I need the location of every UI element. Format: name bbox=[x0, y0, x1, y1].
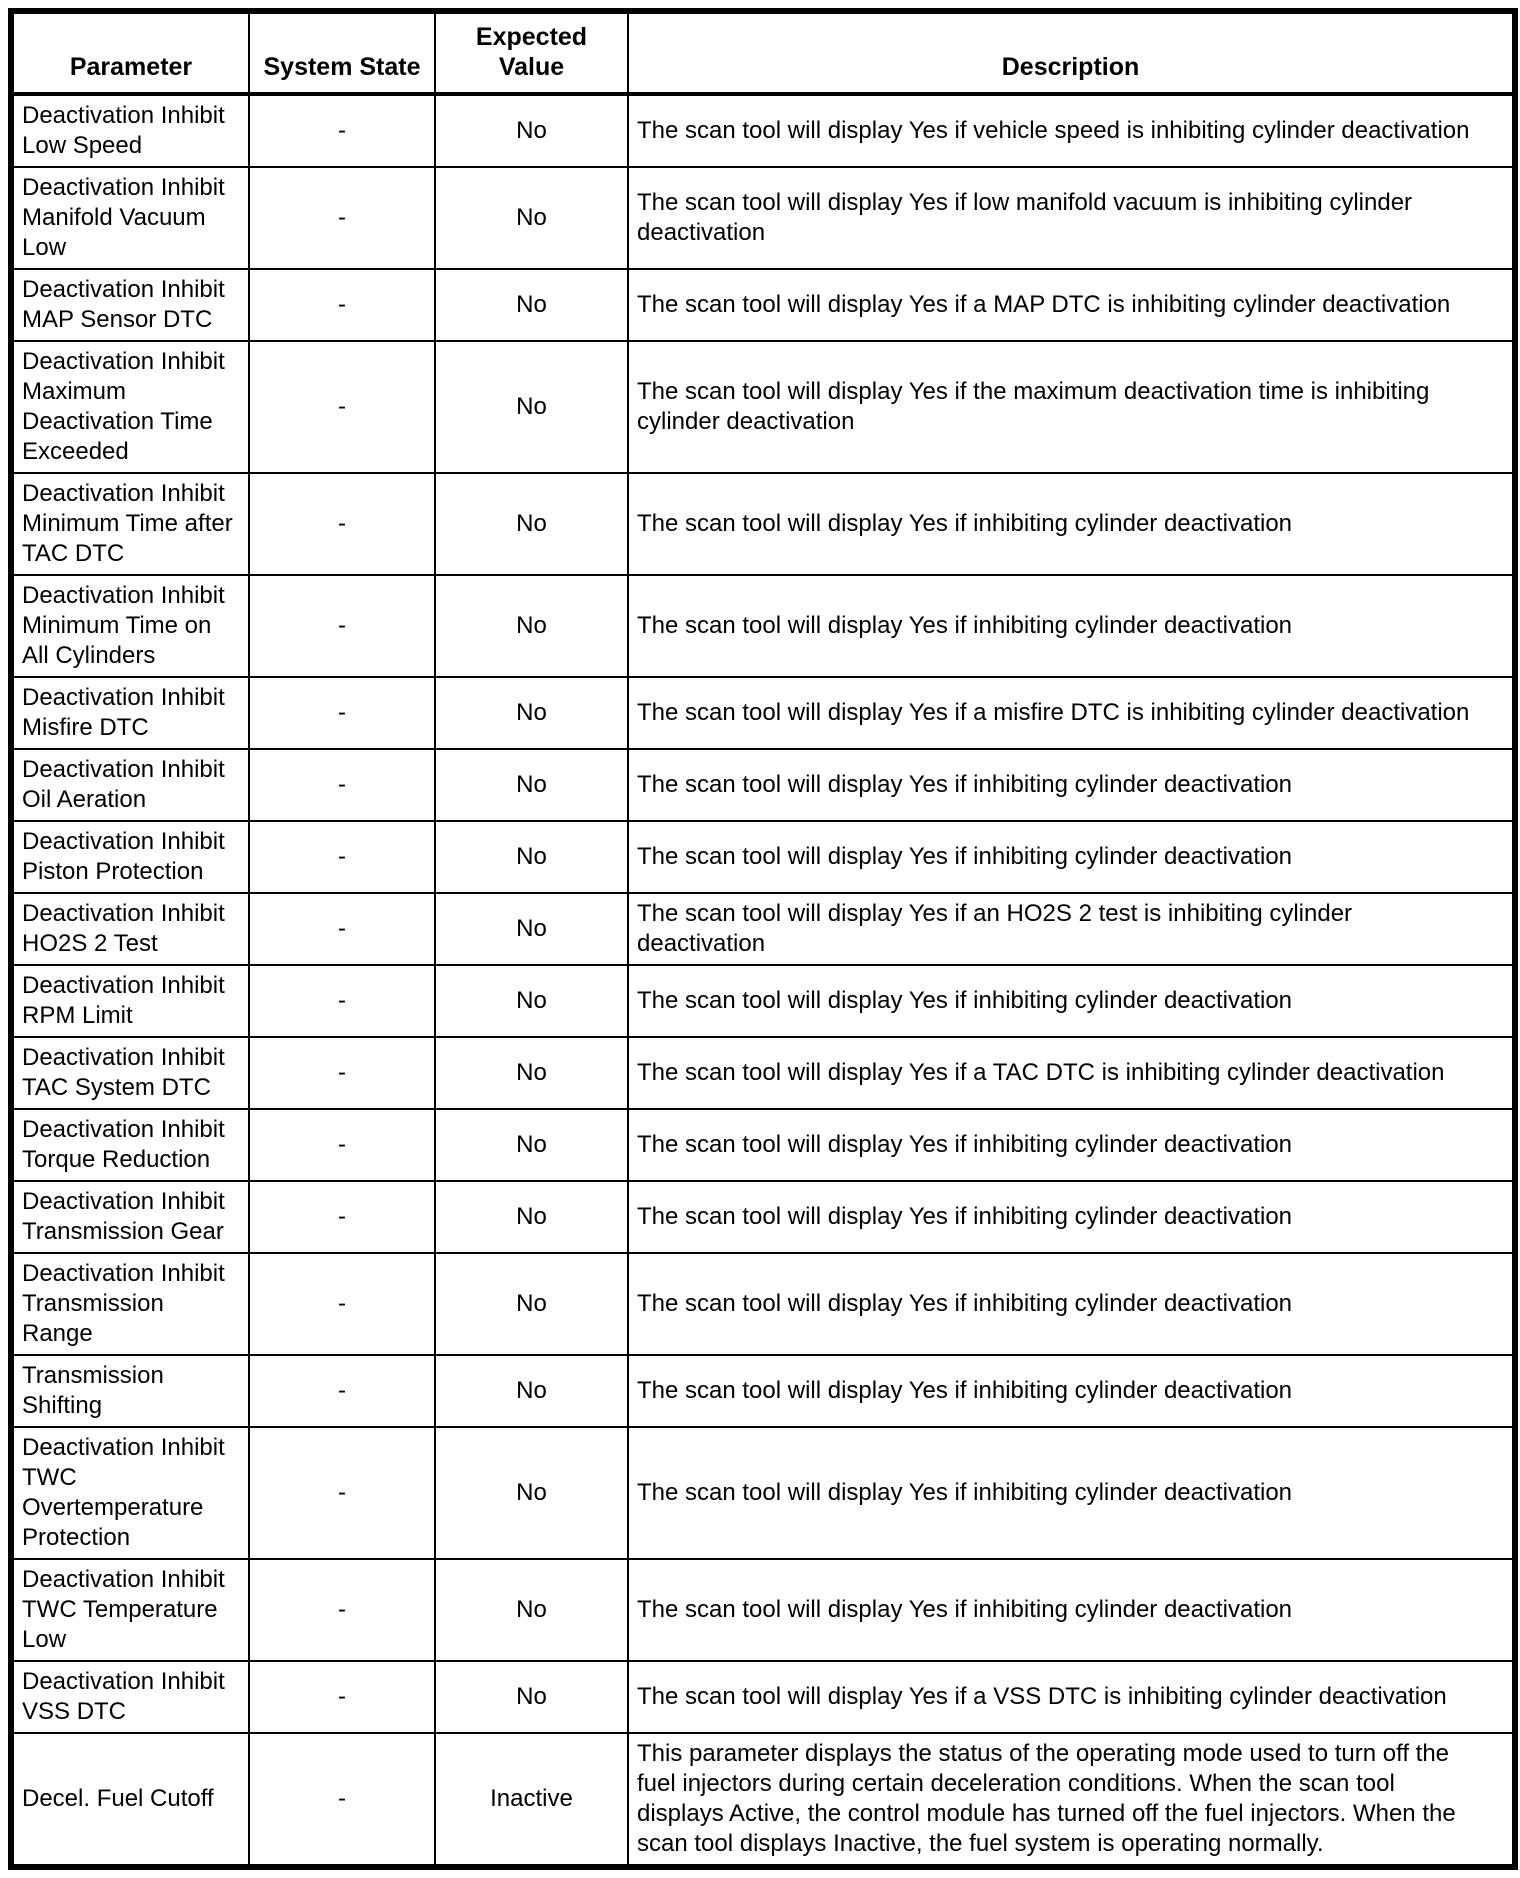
table-row bbox=[11, 1253, 1515, 1355]
cell-description: This parameter displays the status of the operating mode used to turn off the fuel injectors during certain deceleration conditions. When the scan tool displays Active, the control module has turned off the fuel injectors. When the scan tool displays Inactive, the fuel system is operating normally. bbox=[628, 1733, 1515, 1867]
cell-expected-value: No bbox=[435, 821, 628, 893]
cell-expected-value: No bbox=[435, 749, 628, 821]
cell-description: The scan tool will display Yes if inhibiting cylinder deactivation bbox=[628, 965, 1515, 1037]
cell-expected-value: Inactive bbox=[435, 1733, 628, 1867]
column-header-description: Description bbox=[628, 11, 1515, 94]
cell-parameter: Deactivation Inhibit Transmission Gear bbox=[11, 1181, 249, 1253]
cell-system-state: - bbox=[249, 1661, 435, 1733]
cell-description: The scan tool will display Yes if vehicle speed is inhibiting cylinder deactivation bbox=[628, 94, 1515, 167]
table-row bbox=[11, 1109, 1515, 1181]
cell-description: The scan tool will display Yes if inhibiting cylinder deactivation bbox=[628, 821, 1515, 893]
table-row bbox=[11, 1181, 1515, 1253]
table-row bbox=[11, 1037, 1515, 1109]
header-row bbox=[11, 11, 1515, 94]
cell-expected-value: No bbox=[435, 1355, 628, 1427]
cell-system-state: - bbox=[249, 965, 435, 1037]
cell-system-state: - bbox=[249, 1733, 435, 1867]
cell-parameter: Deactivation Inhibit TAC System DTC bbox=[11, 1037, 249, 1109]
cell-description: The scan tool will display Yes if a misfire DTC is inhibiting cylinder deactivation bbox=[628, 677, 1515, 749]
cell-parameter: Deactivation Inhibit Low Speed bbox=[11, 94, 249, 167]
cell-description: The scan tool will display Yes if inhibiting cylinder deactivation bbox=[628, 473, 1515, 575]
cell-expected-value: No bbox=[435, 269, 628, 341]
cell-system-state: - bbox=[249, 893, 435, 965]
cell-system-state: - bbox=[249, 1355, 435, 1427]
cell-expected-value: No bbox=[435, 677, 628, 749]
cell-description: The scan tool will display Yes if inhibiting cylinder deactivation bbox=[628, 1427, 1515, 1559]
cell-description: The scan tool will display Yes if inhibiting cylinder deactivation bbox=[628, 1181, 1515, 1253]
scan-tool-parameter-table bbox=[8, 8, 1518, 1870]
cell-description: The scan tool will display Yes if inhibiting cylinder deactivation bbox=[628, 1109, 1515, 1181]
cell-parameter: Deactivation Inhibit RPM Limit bbox=[11, 965, 249, 1037]
cell-parameter: Deactivation Inhibit Torque Reduction bbox=[11, 1109, 249, 1181]
table-row bbox=[11, 1355, 1515, 1427]
cell-system-state: - bbox=[249, 1037, 435, 1109]
cell-description: The scan tool will display Yes if a TAC DTC is inhibiting cylinder deactivation bbox=[628, 1037, 1515, 1109]
table-row bbox=[11, 1427, 1515, 1559]
cell-expected-value: No bbox=[435, 473, 628, 575]
cell-system-state: - bbox=[249, 1427, 435, 1559]
cell-description: The scan tool will display Yes if the maximum deactivation time is inhibiting cylinder deactivation bbox=[628, 341, 1515, 473]
table-row bbox=[11, 1661, 1515, 1733]
cell-parameter: Deactivation Inhibit HO2S 2 Test bbox=[11, 893, 249, 965]
table-row bbox=[11, 677, 1515, 749]
cell-parameter: Deactivation Inhibit Manifold Vacuum Low bbox=[11, 167, 249, 269]
cell-description: The scan tool will display Yes if low manifold vacuum is inhibiting cylinder deactivation bbox=[628, 167, 1515, 269]
cell-system-state: - bbox=[249, 473, 435, 575]
cell-expected-value: No bbox=[435, 893, 628, 965]
cell-expected-value: No bbox=[435, 575, 628, 677]
table-row bbox=[11, 473, 1515, 575]
column-header-expected-value: Expected Value bbox=[435, 11, 628, 94]
cell-parameter: Deactivation Inhibit Minimum Time on All Cylinders bbox=[11, 575, 249, 677]
cell-expected-value: No bbox=[435, 1427, 628, 1559]
table-row bbox=[11, 269, 1515, 341]
table-row bbox=[11, 749, 1515, 821]
column-header-parameter: Parameter bbox=[11, 11, 249, 94]
cell-expected-value: No bbox=[435, 1559, 628, 1661]
cell-description: The scan tool will display Yes if a VSS DTC is inhibiting cylinder deactivation bbox=[628, 1661, 1515, 1733]
table-row bbox=[11, 167, 1515, 269]
cell-expected-value: No bbox=[435, 1109, 628, 1181]
cell-system-state: - bbox=[249, 269, 435, 341]
cell-system-state: - bbox=[249, 749, 435, 821]
cell-expected-value: No bbox=[435, 965, 628, 1037]
table-row bbox=[11, 1733, 1515, 1867]
table-body bbox=[11, 94, 1515, 1867]
cell-parameter: Transmission Shifting bbox=[11, 1355, 249, 1427]
cell-expected-value: No bbox=[435, 1037, 628, 1109]
cell-description: The scan tool will display Yes if a MAP DTC is inhibiting cylinder deactivation bbox=[628, 269, 1515, 341]
table-header bbox=[11, 11, 1515, 94]
cell-parameter: Decel. Fuel Cutoff bbox=[11, 1733, 249, 1867]
column-header-system-state: System State bbox=[249, 11, 435, 94]
cell-parameter: Deactivation Inhibit TWC Overtemperature Protection bbox=[11, 1427, 249, 1559]
cell-expected-value: No bbox=[435, 1181, 628, 1253]
cell-system-state: - bbox=[249, 167, 435, 269]
table-row bbox=[11, 575, 1515, 677]
table-row bbox=[11, 94, 1515, 167]
table-row bbox=[11, 341, 1515, 473]
table-row bbox=[11, 821, 1515, 893]
cell-description: The scan tool will display Yes if inhibiting cylinder deactivation bbox=[628, 1253, 1515, 1355]
cell-parameter: Deactivation Inhibit TWC Temperature Low bbox=[11, 1559, 249, 1661]
cell-parameter: Deactivation Inhibit VSS DTC bbox=[11, 1661, 249, 1733]
cell-parameter: Deactivation Inhibit Piston Protection bbox=[11, 821, 249, 893]
cell-parameter: Deactivation Inhibit Transmission Range bbox=[11, 1253, 249, 1355]
cell-expected-value: No bbox=[435, 341, 628, 473]
cell-expected-value: No bbox=[435, 1661, 628, 1733]
table-row bbox=[11, 893, 1515, 965]
cell-expected-value: No bbox=[435, 94, 628, 167]
cell-parameter: Deactivation Inhibit Maximum Deactivation Time Exceeded bbox=[11, 341, 249, 473]
cell-description: The scan tool will display Yes if inhibiting cylinder deactivation bbox=[628, 1355, 1515, 1427]
cell-description: The scan tool will display Yes if inhibiting cylinder deactivation bbox=[628, 1559, 1515, 1661]
cell-description: The scan tool will display Yes if inhibiting cylinder deactivation bbox=[628, 575, 1515, 677]
cell-expected-value: No bbox=[435, 1253, 628, 1355]
cell-system-state: - bbox=[249, 1109, 435, 1181]
table-row bbox=[11, 965, 1515, 1037]
cell-system-state: - bbox=[249, 677, 435, 749]
cell-parameter: Deactivation Inhibit MAP Sensor DTC bbox=[11, 269, 249, 341]
cell-parameter: Deactivation Inhibit Misfire DTC bbox=[11, 677, 249, 749]
cell-system-state: - bbox=[249, 341, 435, 473]
cell-parameter: Deactivation Inhibit Oil Aeration bbox=[11, 749, 249, 821]
cell-expected-value: No bbox=[435, 167, 628, 269]
cell-description: The scan tool will display Yes if inhibiting cylinder deactivation bbox=[628, 749, 1515, 821]
cell-system-state: - bbox=[249, 575, 435, 677]
cell-system-state: - bbox=[249, 1181, 435, 1253]
cell-system-state: - bbox=[249, 94, 435, 167]
cell-system-state: - bbox=[249, 821, 435, 893]
cell-description: The scan tool will display Yes if an HO2S 2 test is inhibiting cylinder deactivation bbox=[628, 893, 1515, 965]
cell-parameter: Deactivation Inhibit Minimum Time after TAC DTC bbox=[11, 473, 249, 575]
cell-system-state: - bbox=[249, 1559, 435, 1661]
cell-system-state: - bbox=[249, 1253, 435, 1355]
table-row bbox=[11, 1559, 1515, 1661]
